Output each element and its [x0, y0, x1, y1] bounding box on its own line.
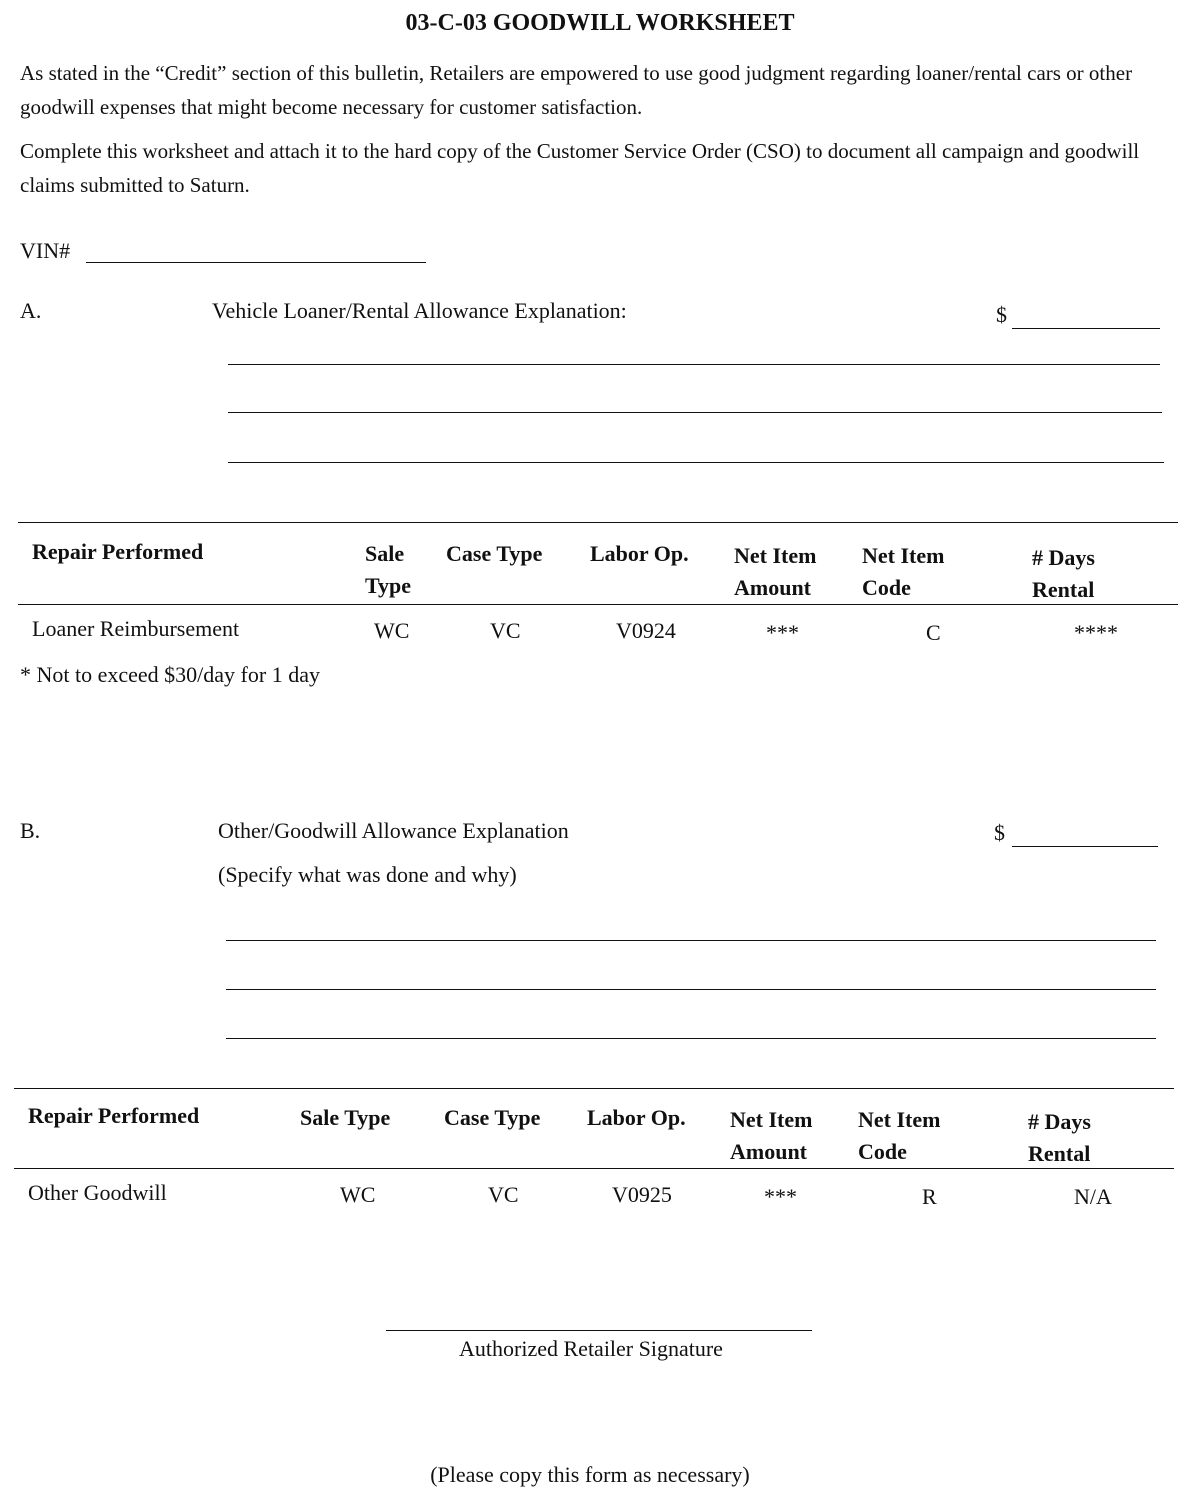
table-b-header-labor-op: Labor Op. [587, 1105, 686, 1130]
section-a-explanation-line[interactable] [228, 462, 1164, 463]
intro-paragraph-1: As stated in the “Credit” section of this bulletin, Retailers are empowered to use good judgment regarding loaner/rental cars or other goodwill expenses that might become necessary for customer satisfaction. [20, 61, 1133, 119]
table-a-header-sale-type: Sale Type [365, 541, 412, 598]
table-a-cell-case-type: VC [490, 618, 521, 643]
table-b-header-net-item-amount: Net Item Amount [730, 1107, 813, 1164]
table-a-cell-net-item-code: C [926, 620, 941, 645]
section-b-dollar-sign: $ [994, 820, 1005, 845]
table-b-cell-net-item-amount: *** [764, 1184, 797, 1209]
table-b-header-case-type: Case Type [444, 1105, 541, 1130]
table-b-header-repair: Repair Performed [28, 1103, 200, 1128]
section-b-sublabel: (Specify what was done and why) [218, 862, 517, 887]
table-a-cell-labor-op: V0924 [616, 618, 676, 643]
vin-input-line[interactable] [86, 262, 426, 263]
table-b-cell-labor-op: V0925 [612, 1182, 672, 1207]
table-b-header-net-item-code: Net Item Code [858, 1107, 941, 1164]
section-a-dollar-sign: $ [996, 302, 1007, 327]
section-a-explanation-line[interactable] [228, 412, 1162, 413]
table-a-footnote: * Not to exceed $30/day for 1 day [20, 662, 320, 687]
section-a-label: Vehicle Loaner/Rental Allowance Explanation: [212, 298, 627, 323]
table-a-cell-net-item-amount: *** [766, 620, 799, 645]
table-b-top-rule [14, 1088, 1174, 1089]
section-a-letter: A. [20, 298, 42, 323]
table-b-cell-days-rental: N/A [1074, 1184, 1112, 1209]
table-a-cell-days-rental: **** [1074, 620, 1118, 645]
section-a-explanation-line[interactable] [228, 364, 1160, 365]
section-b-label: Other/Goodwill Allowance Explanation [218, 818, 569, 843]
intro-paragraph-2: Complete this worksheet and attach it to the hard copy of the Customer Service Order (CSO) to document all campaign and goodwill claims submitted to Saturn. [20, 139, 1140, 197]
table-a-header-net-item-amount: Net Item Amount [734, 543, 817, 600]
table-b-cell-repair: Other Goodwill [28, 1180, 167, 1205]
section-b-explanation-line[interactable] [226, 940, 1156, 941]
section-b-explanation-line[interactable] [226, 1038, 1156, 1039]
table-a-header-net-item-code: Net Item Code [862, 543, 945, 600]
table-a-header-days-rental: # Days Rental [1032, 545, 1095, 602]
table-b-cell-sale-type: WC [340, 1182, 376, 1207]
section-b-letter: B. [20, 818, 41, 843]
page-title: 03-C-03 GOODWILL WORKSHEET [405, 10, 795, 36]
table-a-header-rule [18, 604, 1178, 605]
table-b-cell-net-item-code: R [922, 1184, 937, 1209]
table-b-header-days-rental: # Days Rental [1028, 1109, 1091, 1166]
table-b-header-sale-type: Sale Type [300, 1105, 391, 1130]
table-a-header-repair: Repair Performed [32, 539, 204, 564]
table-b-header-rule [14, 1168, 1174, 1169]
table-a-cell-repair: Loaner Reimbursement [32, 616, 240, 641]
section-b-amount-line[interactable] [1012, 846, 1158, 847]
table-a-cell-sale-type: WC [374, 618, 410, 643]
footer-note: (Please copy this form as necessary) [430, 1462, 750, 1487]
signature-label: Authorized Retailer Signature [459, 1336, 723, 1361]
table-a-header-labor-op: Labor Op. [590, 541, 689, 566]
section-a-amount-line[interactable] [1012, 328, 1160, 329]
vin-label: VIN# [20, 238, 71, 263]
table-a-top-rule [18, 522, 1178, 523]
table-a-header-case-type: Case Type [446, 541, 543, 566]
table-b-cell-case-type: VC [488, 1182, 519, 1207]
signature-line[interactable] [386, 1330, 812, 1331]
section-b-explanation-line[interactable] [226, 989, 1156, 990]
